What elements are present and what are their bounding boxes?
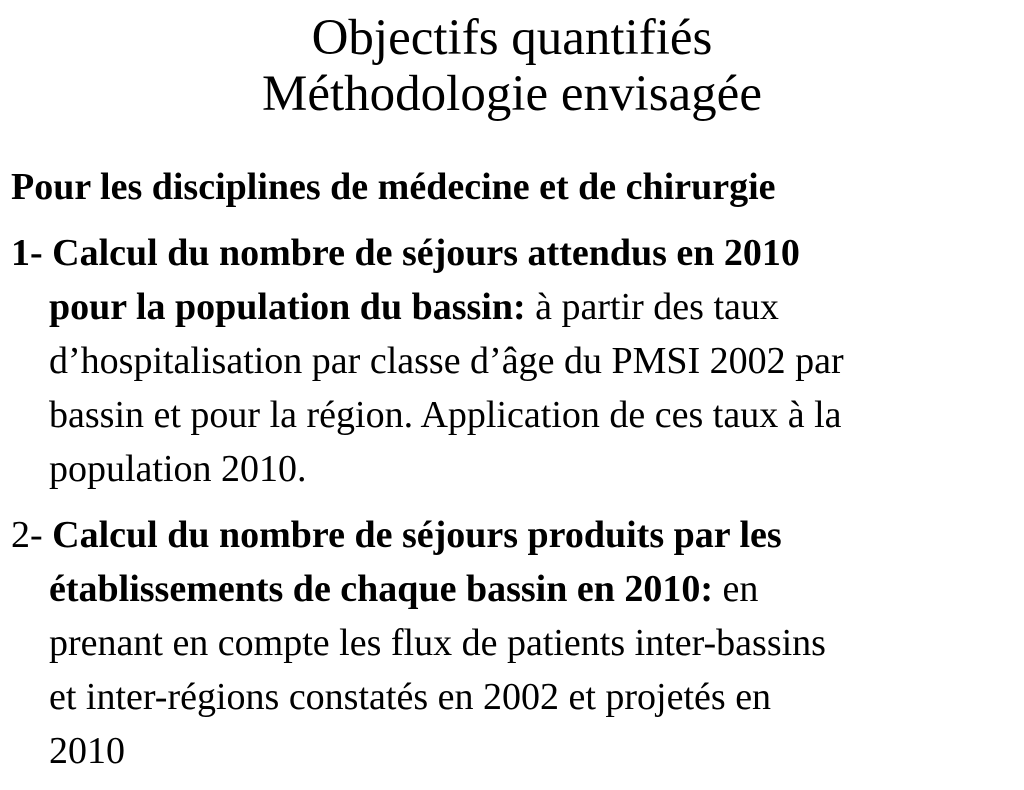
list-item-2: [11, 508, 1016, 778]
item-1-text-line-3: d’hospitalisation par classe d’âge du PMSI 2002 par: [49, 340, 844, 382]
item-2-heading-line-2: établissements de chaque bassin en 2010:: [49, 568, 713, 610]
item-2-text-line-4: et inter-régions constatés en 2002 et projetés en: [49, 676, 772, 718]
item-2-text-line-5: 2010: [49, 730, 125, 772]
section-subtitle: Pour les disciplines de médecine et de chirurgie: [11, 166, 776, 208]
item-2-heading-line-1: Calcul du nombre de séjours produits par les: [52, 514, 782, 556]
list-item-1: [11, 226, 1016, 496]
item-1-heading-line-2: pour la population du bassin:: [49, 286, 526, 328]
item-1-heading-line-1: 1- Calcul du nombre de séjours attendus en 2010: [11, 232, 800, 274]
title-line-1: Objectifs quantifiés: [311, 10, 713, 66]
item-2-text-line-3: prenant en compte les flux de patients inter-bassins: [49, 622, 826, 664]
item-1-text-line-5: population 2010.: [49, 448, 307, 490]
title-line-2: Méthodologie envisagée: [262, 66, 762, 122]
item-2-prefix: 2-: [11, 514, 53, 556]
item-1-text-line-2: à partir des taux: [525, 286, 779, 328]
item-2-text-line-2: en: [713, 568, 759, 610]
slide-title: [0, 10, 1024, 122]
slide-content: [11, 160, 1016, 790]
item-1-text-line-4: bassin et pour la région. Application de ces taux à la: [49, 394, 842, 436]
